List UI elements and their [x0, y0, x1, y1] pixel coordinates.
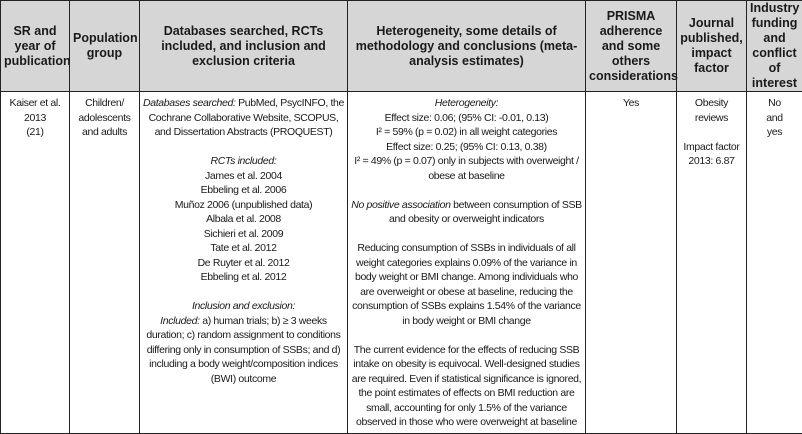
sr-author: Kaiser et al. — [4, 96, 66, 111]
population-line: and adults — [73, 125, 136, 140]
industry-line: No — [750, 96, 799, 111]
sr-year: 2013 — [4, 111, 66, 126]
industry-line: and — [750, 111, 799, 126]
rct-item: James et al. 2004 — [143, 169, 344, 184]
journal-line: Obesity — [680, 96, 743, 111]
databases-text: PubMed, PsycINFO, the Cochrane Collaborative Website, SCOPUS, and Dissertation Abstracts (PROQUEST) — [149, 97, 344, 138]
association-italic: No positive association — [351, 199, 450, 211]
association-text: between consumption of SSB and obesity or overweight indicators — [389, 199, 582, 226]
rct-item: Muñoz 2006 (unpublished data) — [143, 198, 344, 213]
cell-industry — [747, 92, 802, 434]
variance-paragraph: Reducing consumption of SSBs in individuals of all weight categories explains 0.09% of the variance in body weight or BMI change. Among individuals who are overweight or obese at baseline, reducing the consumption of SSBs explains 1.54% of the variance in body weight or BMI change — [351, 241, 582, 328]
rcts-label: RCTs included: — [143, 154, 344, 169]
table-row — [1, 92, 802, 434]
cell-databases — [140, 92, 348, 434]
population-line: adolescents — [73, 111, 136, 126]
header-row — [1, 1, 802, 92]
heterogeneity-label: Heterogeneity: — [351, 96, 582, 111]
rct-item: Sichieri et al. 2009 — [143, 227, 344, 242]
cell-population — [70, 92, 140, 434]
heterogeneity-line: Effect size: 0.25; (95% CI: 0.13, 0.38) — [351, 140, 582, 155]
rct-item: Ebbeling et al. 2012 — [143, 270, 344, 285]
rct-item: Albala et al. 2008 — [143, 212, 344, 227]
header-heterogeneity: Heterogeneity, some details of methodology and conclusions (meta-analysis estimates) — [348, 1, 586, 92]
inclusion-text: a) human trials; b) ≥ 3 weeks duration; c) random assignment to conditions differing only in consumption of SSBs; and d) including a body weight/composition indices (BWI) outcome — [146, 315, 340, 385]
heterogeneity-line: I² = 59% (p = 0.02) in all weight categories — [351, 125, 582, 140]
sr-ref: (21) — [4, 125, 66, 140]
cell-sr — [1, 92, 70, 434]
header-prisma: PRISMA adherence and some others considerations — [586, 1, 677, 92]
impact-line: Impact factor — [680, 140, 743, 155]
header-databases: Databases searched, RCTs included, and inclusion and exclusion criteria — [140, 1, 348, 92]
cell-journal — [677, 92, 747, 434]
heterogeneity-line: Effect size: 0.06; (95% CI: -0.01, 0.13) — [351, 111, 582, 126]
heterogeneity-line: I² = 49% (p = 0.07) only in subjects with overweight / obese at baseline — [351, 154, 582, 183]
databases-label: Databases searched: — [143, 97, 236, 109]
inclusion-label: Inclusion and exclusion: — [143, 299, 344, 314]
rct-item: De Ruyter et al. 2012 — [143, 256, 344, 271]
cell-prisma: Yes — [586, 92, 677, 434]
header-industry: Industry funding and conflict of interest — [747, 1, 802, 92]
header-population: Population group — [70, 1, 140, 92]
included-prefix: Included: — [160, 315, 199, 327]
rct-item: Tate et al. 2012 — [143, 241, 344, 256]
cell-heterogeneity — [348, 92, 586, 434]
header-journal: Journal published, impact factor — [677, 1, 747, 92]
header-sr: SR and year of publication — [1, 1, 70, 92]
industry-line: yes — [750, 125, 799, 140]
population-line: Children/ — [73, 96, 136, 111]
journal-line: reviews — [680, 111, 743, 126]
impact-line: 2013: 6.87 — [680, 154, 743, 169]
rct-item: Ebbeling et al. 2006 — [143, 183, 344, 198]
conclusion-paragraph: The current evidence for the effects of reducing SSB intake on obesity is equivocal. Well-designed studies are required. Even if statistical significance is ignored, the point estimates of effects on BMI reduction are small, accounting for only 1.5% of the variance observed in those who were overweight at baseline — [351, 343, 582, 430]
